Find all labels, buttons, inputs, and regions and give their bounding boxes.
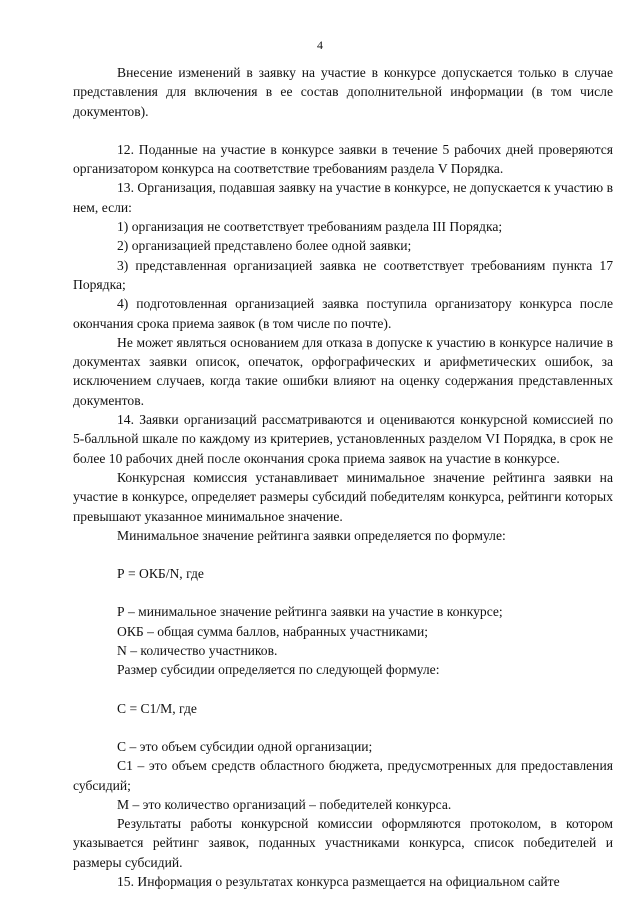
definition-c: С – это объем субсидии одной организации; [117, 738, 373, 754]
formula-rating: Р = ОКБ/N, где [117, 566, 204, 582]
definition-okb: ОКБ – общая сумма баллов, набранных участниками; [117, 623, 429, 639]
paragraph-13: 13. Организация, подавшая заявку на участие в конкурсе, не допускается к участию в нем, если: [73, 180, 613, 215]
spacer [73, 680, 613, 699]
definition-m: М – это количество организаций – победителей конкурса. [117, 796, 452, 812]
document-body [73, 63, 613, 891]
paragraph-14: 14. Заявки организаций рассматриваются и оцениваются конкурсной комиссией по 5-балльной шкале по каждому из критериев, установленных разделом VI Порядка, в срок не более 10 рабочих дней после окончания срока приема заявок на участие в конкурсе. [73, 412, 613, 466]
paragraph-commission: Конкурсная комиссия устанавливает минимальное значение рейтинга заявки на участие в конкурсе, определяет размеры субсидий победителям конкурса, рейтинги которых превышают указанное минимальное значение. [73, 469, 613, 524]
spacer [73, 545, 613, 564]
paragraph-changes: Внесение изменений в заявку на участие в конкурсе допускается только в случае представления для включения в ее состав дополнительной информации (в том числе документов). [73, 65, 613, 119]
list-item-4: 4) подготовленная организацией заявка поступила организатору конкурса после окончания срока приема заявок (в том числе по почте). [73, 296, 613, 331]
spacer [73, 583, 613, 602]
list-item-3: 3) представленная организацией заявка не соответствует требованиям пункта 17 Порядка; [73, 257, 613, 292]
paragraph-subsidy-size: Размер субсидии определяется по следующей формуле: [117, 662, 440, 678]
definition-n: N – количество участников. [117, 643, 278, 659]
formula-subsidy: С = С1/М, где [117, 700, 197, 716]
spacer [73, 718, 613, 737]
paragraph-min-rating: Минимальное значение рейтинга заявки определяется по формуле: [117, 527, 506, 543]
paragraph-results: Результаты работы конкурсной комиссии оформляются протоколом, в котором указывается рейтинг заявок, поданных участниками конкурса, список победителей и размеры субсидий. [73, 816, 613, 870]
list-item-2: 2) организацией представлено более одной заявки; [117, 238, 412, 254]
spacer [73, 121, 613, 140]
definition-c1: С1 – это объем средств областного бюджета, предусмотренных для предоставления субсидий; [73, 758, 613, 793]
definition-p: Р – минимальное значение рейтинга заявки на участие в конкурсе; [117, 604, 503, 620]
paragraph-12: 12. Поданные на участие в конкурсе заявки в течение 5 рабочих дней проверяются организатором конкурса на соответствие требованиям раздела V Порядка. [73, 141, 613, 177]
list-item-1: 1) организация не соответствует требованиям раздела III Порядка; [117, 219, 503, 235]
paragraph-15: 15. Информация о результатах конкурса размещается на официальном сайте [117, 873, 560, 889]
page-number: 4 [317, 38, 323, 52]
paragraph-errors: Не может являться основанием для отказа в допуске к участию в конкурсе наличие в документах заявки описок, опечаток, орфографических и арифметических ошибок, за исключением случаев, когда такие ошибки влияют на оценку содержания представленных документов. [73, 334, 613, 408]
